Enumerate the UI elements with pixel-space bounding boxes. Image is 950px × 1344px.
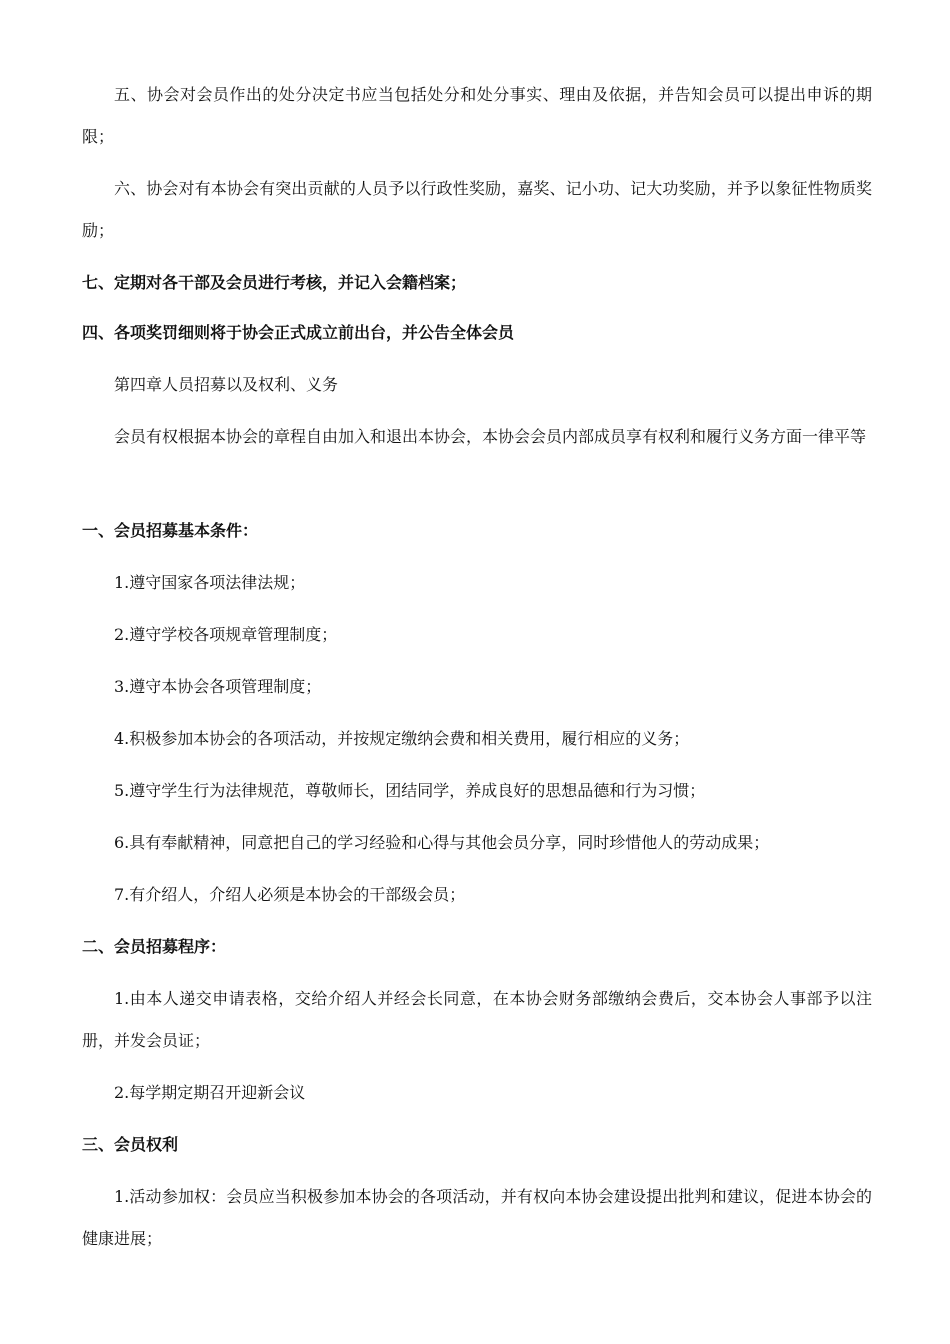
heading-recruitment-procedure: 二、会员招募程序：	[82, 937, 227, 956]
heading-member-rights: 三、会员权利	[82, 1135, 179, 1154]
list-item-condition-7: 7.有介绍人，介绍人必须是本协会的干部级会员；	[114, 885, 466, 904]
list-item-condition-3: 3.遵守本协会各项管理制度；	[114, 677, 322, 696]
list-item-procedure-2: 2.每学期定期召开迎新会议	[114, 1083, 306, 1102]
paragraph-penalty-decision: 五、协会对会员作出的处分决定书应当包括处分和处分事实、理由及依据，并告知会员可以提出申诉的期限；	[82, 85, 872, 146]
list-item-condition-6: 6.具有奉献精神，同意把自己的学习经验和心得与其他会员分享，同时珍惜他人的劳动成果；	[114, 833, 770, 852]
list-item-condition-5: 5.遵守学生行为法律规范，尊敬师长，团结同学，养成良好的思想品德和行为习惯；	[114, 781, 706, 800]
list-item-condition-2: 2.遵守学校各项规章管理制度；	[114, 625, 338, 644]
list-item-condition-1: 1.遵守国家各项法律法规；	[114, 573, 306, 592]
heading-recruitment-conditions: 一、会员招募基本条件：	[82, 521, 259, 540]
list-item-right-1: 1.活动参加权：会员应当积极参加本协会的各项活动，并有权向本协会建设提出批判和建议，促进本协会的健康进展；	[82, 1187, 872, 1248]
heading-reward-penalty-rules: 四、各项奖罚细则将于协会正式成立前出台，并公告全体会员	[82, 323, 515, 342]
heading-periodic-assessment: 七、定期对各干部及会员进行考核，并记入会籍档案；	[82, 273, 467, 292]
paragraph-member-rights-equality: 会员有权根据本协会的章程自由加入和退出本协会，本协会会员内部成员享有权利和履行义务方面一律平等	[114, 427, 867, 446]
list-item-procedure-1: 1.由本人递交申请表格，交给介绍人并经会长同意，在本协会财务部缴纳会费后，交本协会人事部予以注册，并发会员证；	[82, 989, 872, 1050]
chapter-title: 第四章人员招募以及权利、义务	[114, 375, 339, 394]
paragraph-rewards: 六、协会对有本协会有突出贡献的人员予以行政性奖励，嘉奖、记小功、记大功奖励，并予以象征性物质奖励；	[82, 179, 872, 240]
list-item-condition-4: 4.积极参加本协会的各项活动，并按规定缴纳会费和相关费用，履行相应的义务；	[114, 729, 690, 748]
